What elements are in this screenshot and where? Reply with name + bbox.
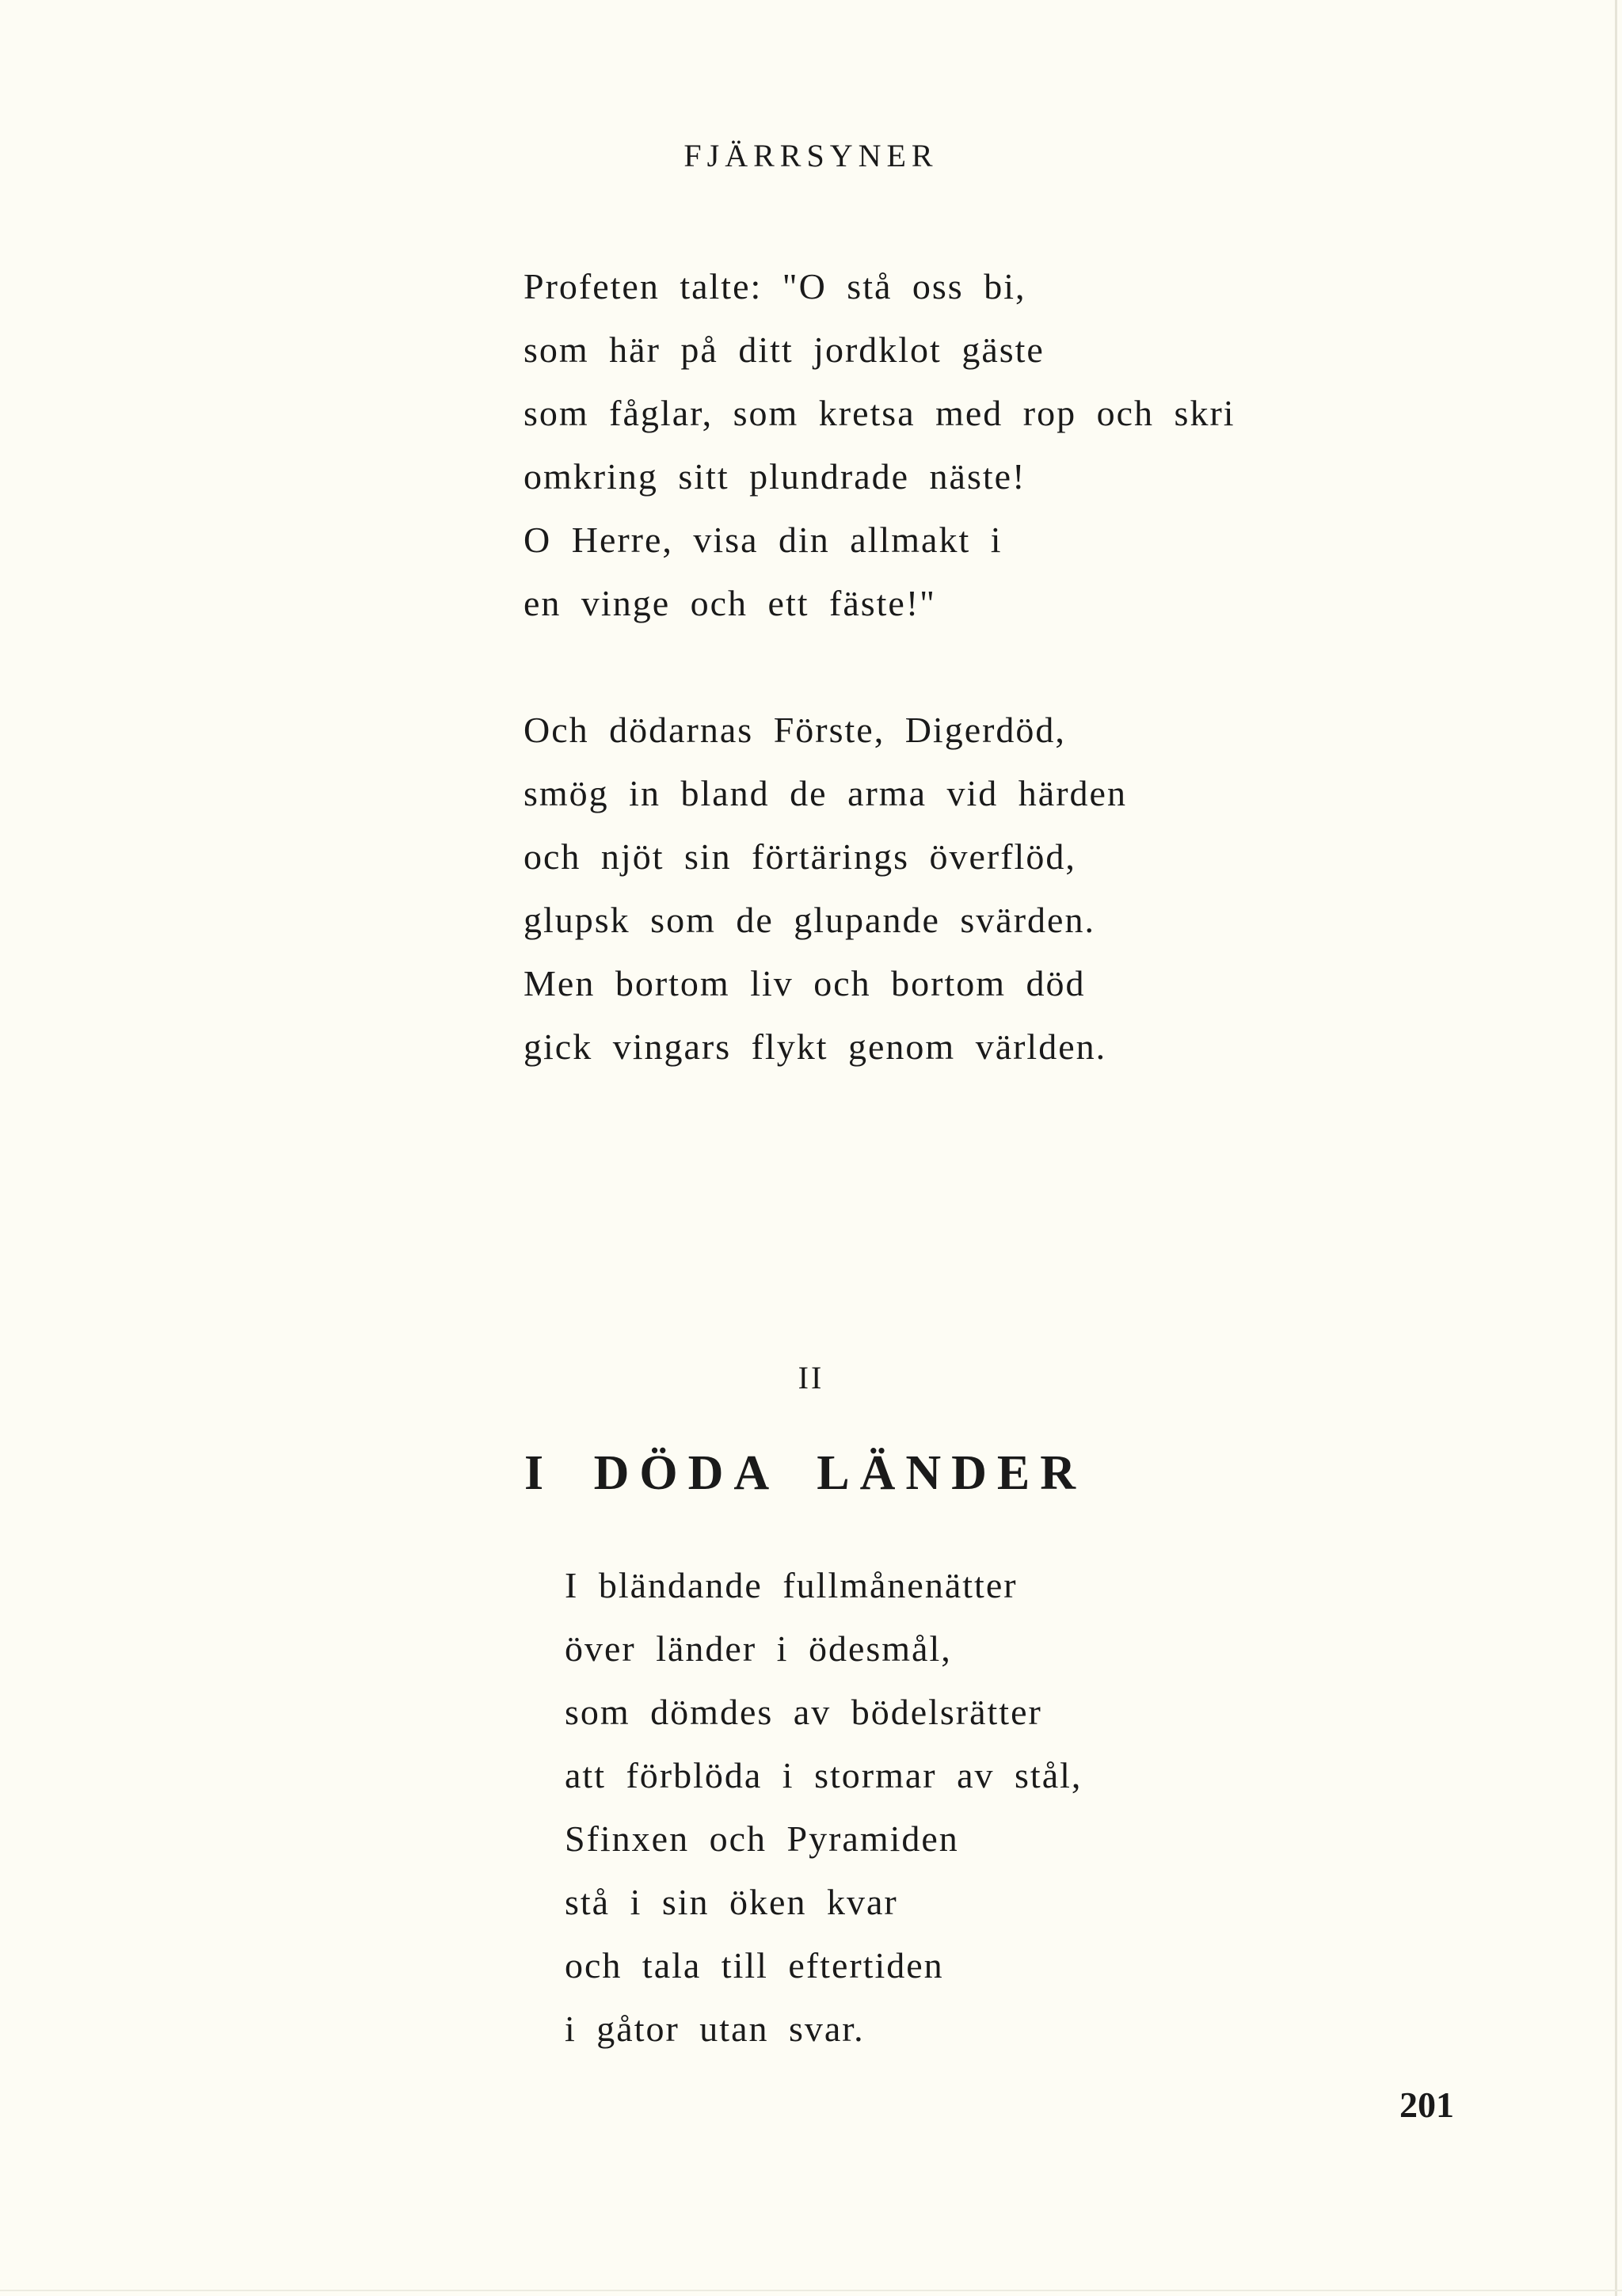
verse-line: stå i sin öken kvar [565,1882,898,1922]
stanza-2 [524,699,1127,1079]
verse-line: Sfinxen och Pyramiden [565,1818,959,1859]
section-title: I DÖDA LÄNDER [524,1446,1087,1500]
verse-line: I bländande fullmånenätter [565,1565,1018,1605]
verse-line: gick vingars flykt genom världen. [524,1026,1107,1067]
stanza-1 [524,255,1236,635]
verse-line: Men bortom liv och bortom död [524,963,1086,1003]
verse-line: omkring sitt plundrade näste! [524,456,1026,497]
verse-line: och tala till eftertiden [565,1945,944,1986]
verse-line: som dömdes av bödelsrätter [565,1692,1042,1732]
verse-line: Och dödarnas Förste, Digerdöd, [524,710,1066,750]
verse-line: glupsk som de glupande svärden. [524,900,1095,940]
verse-line: en vinge och ett fäste!" [524,583,936,623]
verse-line: som här på ditt jordklot gäste [524,329,1045,370]
page-number: 201 [1399,2085,1454,2125]
verse-line: O Herre, visa din allmakt i [524,520,1003,560]
verse-line: som fåglar, som kretsa med rop och skri [524,393,1236,433]
verse-line: att förblöda i stormar av stål, [565,1755,1083,1795]
page-edge-right [1615,0,1617,2296]
verse-line: smög in bland de arma vid härden [524,773,1127,813]
section-number: II [798,1360,824,1395]
running-head: FJÄRRSYNER [683,138,939,173]
verse-line: och njöt sin förtärings överflöd, [524,836,1076,877]
stanza-3 [565,1554,1082,2061]
verse-line: Profeten talte: "O stå oss bi, [524,266,1026,307]
verse-line: i gåtor utan svar. [565,2009,865,2049]
verse-line: över länder i ödesmål, [565,1628,952,1669]
page-edge-bottom [0,2290,1622,2291]
